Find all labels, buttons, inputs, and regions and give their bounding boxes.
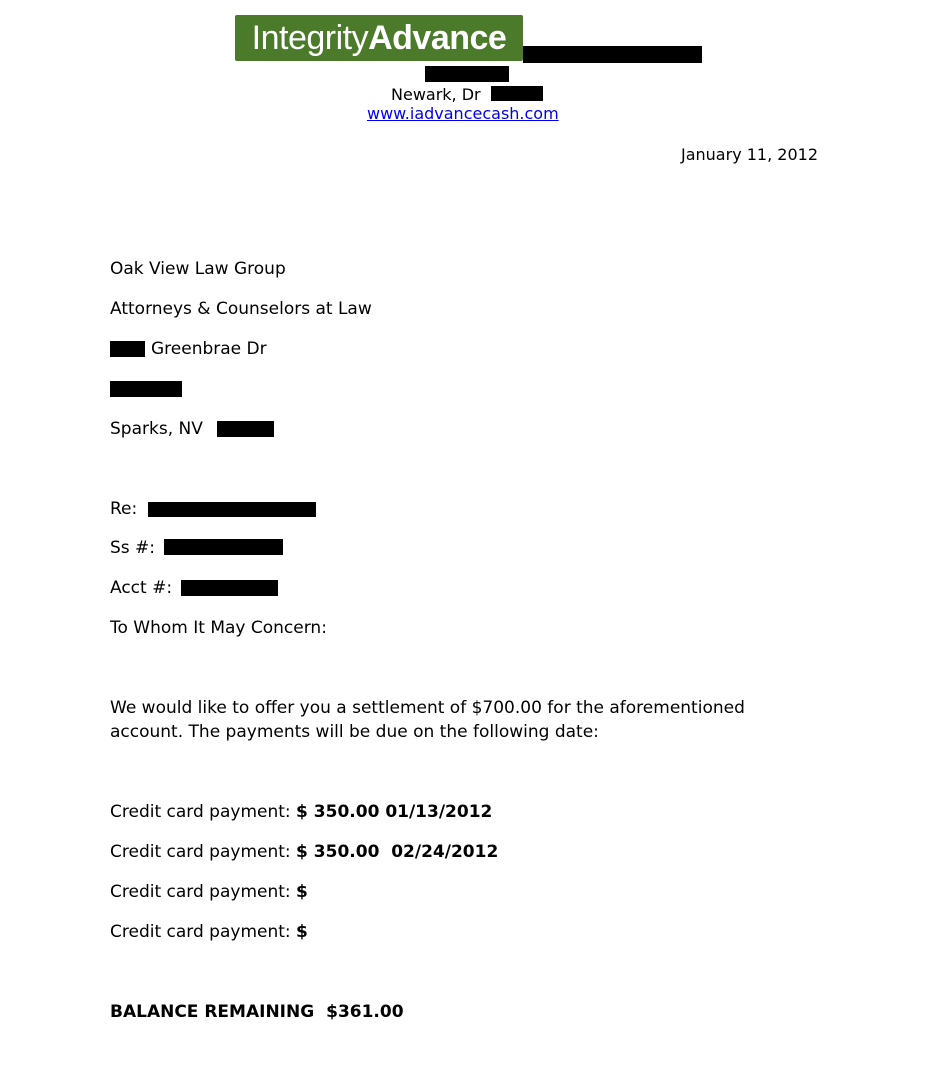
recipient-subtitle: Attorneys & Counselors at Law xyxy=(110,299,372,319)
payment-label: Credit card payment: xyxy=(110,882,291,902)
payment-row xyxy=(110,922,308,942)
balance-remaining xyxy=(110,1002,404,1022)
logo-text-integrity: Integrity xyxy=(251,18,369,57)
acct-label: Acct #: xyxy=(110,578,173,598)
payment-row xyxy=(110,842,498,862)
redacted-ss-number xyxy=(164,539,283,555)
payment-value: $ 350.00 02/24/2012 xyxy=(296,842,499,862)
payment-label: Credit card payment: xyxy=(110,842,291,862)
payment-label: Credit card payment: xyxy=(110,922,291,942)
redacted-recipient-zip xyxy=(217,421,274,437)
redacted-suite-line xyxy=(110,381,182,397)
redacted-suite xyxy=(425,66,509,82)
letterhead-city-line xyxy=(391,85,481,104)
balance-label: BALANCE REMAINING xyxy=(110,1002,315,1022)
recipient-city: Sparks, NV xyxy=(110,419,203,439)
payment-label: Credit card payment: xyxy=(110,802,291,822)
payment-value: $ 350.00 01/13/2012 xyxy=(296,802,493,822)
re-label: Re: xyxy=(110,499,138,519)
balance-value: $361.00 xyxy=(326,1002,404,1022)
logo-text-advance: Advance xyxy=(368,18,507,57)
recipient-name: Oak View Law Group xyxy=(110,259,286,279)
redacted-zip xyxy=(491,86,543,101)
body-line-2: account. The payments will be due on the following date: xyxy=(110,722,599,742)
integrity-advance-logo xyxy=(235,15,523,61)
redacted-street-number xyxy=(110,341,145,357)
website-link[interactable]: www.iadvancecash.com xyxy=(367,104,559,123)
letter-date: January 11, 2012 xyxy=(681,145,818,164)
payment-row xyxy=(110,802,492,822)
website-link-container xyxy=(367,104,559,123)
redacted-street-address xyxy=(523,46,702,63)
greeting: To Whom It May Concern: xyxy=(110,618,327,638)
payment-value: $ xyxy=(296,922,308,942)
redacted-re-name xyxy=(148,502,316,517)
payment-row xyxy=(110,882,308,902)
city-text: Newark, Dr xyxy=(391,85,481,104)
redacted-acct-number xyxy=(181,580,278,596)
payment-value: $ xyxy=(296,882,308,902)
ss-label: Ss #: xyxy=(110,538,156,558)
recipient-street: Greenbrae Dr xyxy=(151,339,267,359)
body-line-1: We would like to offer you a settlement of $700.00 for the aforementioned xyxy=(110,698,745,718)
